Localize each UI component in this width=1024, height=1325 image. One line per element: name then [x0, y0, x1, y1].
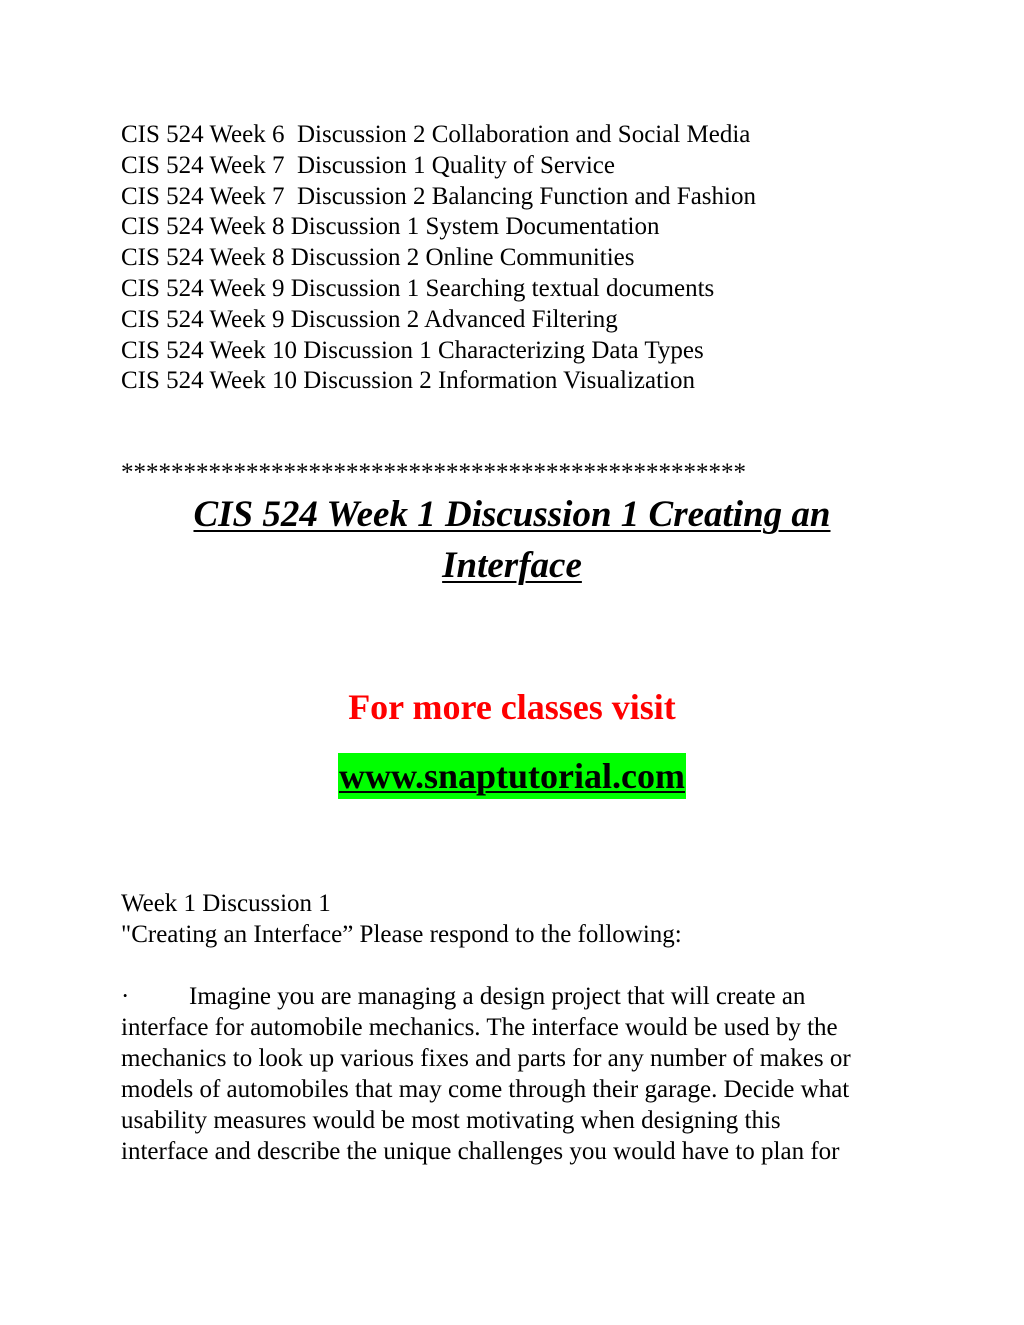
- asterisk-separator: **************************************************: [121, 459, 746, 486]
- promo-text: For more classes visit: [348, 687, 676, 727]
- paragraph-line: models of automobiles that may come through their garage. Decide what: [121, 1076, 850, 1103]
- course-list-item: CIS 524 Week 9 Discussion 1 Searching textual documents: [121, 274, 715, 302]
- paragraph-line: mechanics to look up various fixes and parts for any number of makes or: [121, 1045, 851, 1072]
- course-list-item: CIS 524 Week 7 Discussion 2 Balancing Function and Fashion: [121, 182, 756, 210]
- course-list-item: CIS 524 Week 6 Discussion 2 Collaboration and Social Media: [121, 121, 751, 148]
- promo-link-wrapper: [0, 753, 1024, 799]
- course-list-item: CIS 524 Week 7 Discussion 1 Quality of Service: [121, 151, 615, 179]
- paragraph-line: [121, 981, 921, 1012]
- paragraph-line-text: Imagine you are managing a design project that will create an: [189, 983, 806, 1010]
- course-list-item: CIS 524 Week 9 Discussion 2 Advanced Filtering: [121, 305, 618, 333]
- discussion-heading: Week 1 Discussion 1: [121, 890, 331, 917]
- course-list-item: CIS 524 Week 10 Discussion 1 Characterizing Data Types: [121, 336, 704, 364]
- paragraph-line: interface for automobile mechanics. The interface would be used by the: [121, 1014, 838, 1041]
- document-title-line-2: Interface: [442, 545, 582, 586]
- course-list: [121, 120, 921, 397]
- course-list-item: CIS 524 Week 8 Discussion 1 System Documentation: [121, 213, 660, 241]
- discussion-prompt: "Creating an Interface” Please respond to the following:: [121, 921, 682, 948]
- snaptutorial-link[interactable]: www.snaptutorial.com: [338, 753, 686, 799]
- document-title-line-1: CIS 524 Week 1 Discussion 1 Creating an: [193, 494, 831, 535]
- course-list-item: CIS 524 Week 8 Discussion 2 Online Communities: [121, 244, 635, 272]
- paragraph-line: usability measures would be most motivating when designing this: [121, 1107, 781, 1134]
- paragraph-line: interface and describe the unique challenges you would have to plan for: [121, 1138, 840, 1165]
- course-list-item: CIS 524 Week 10 Discussion 2 Information Visualization: [121, 367, 695, 395]
- discussion-bullet-paragraph: [121, 981, 921, 1167]
- bullet-icon: ·: [121, 983, 130, 1010]
